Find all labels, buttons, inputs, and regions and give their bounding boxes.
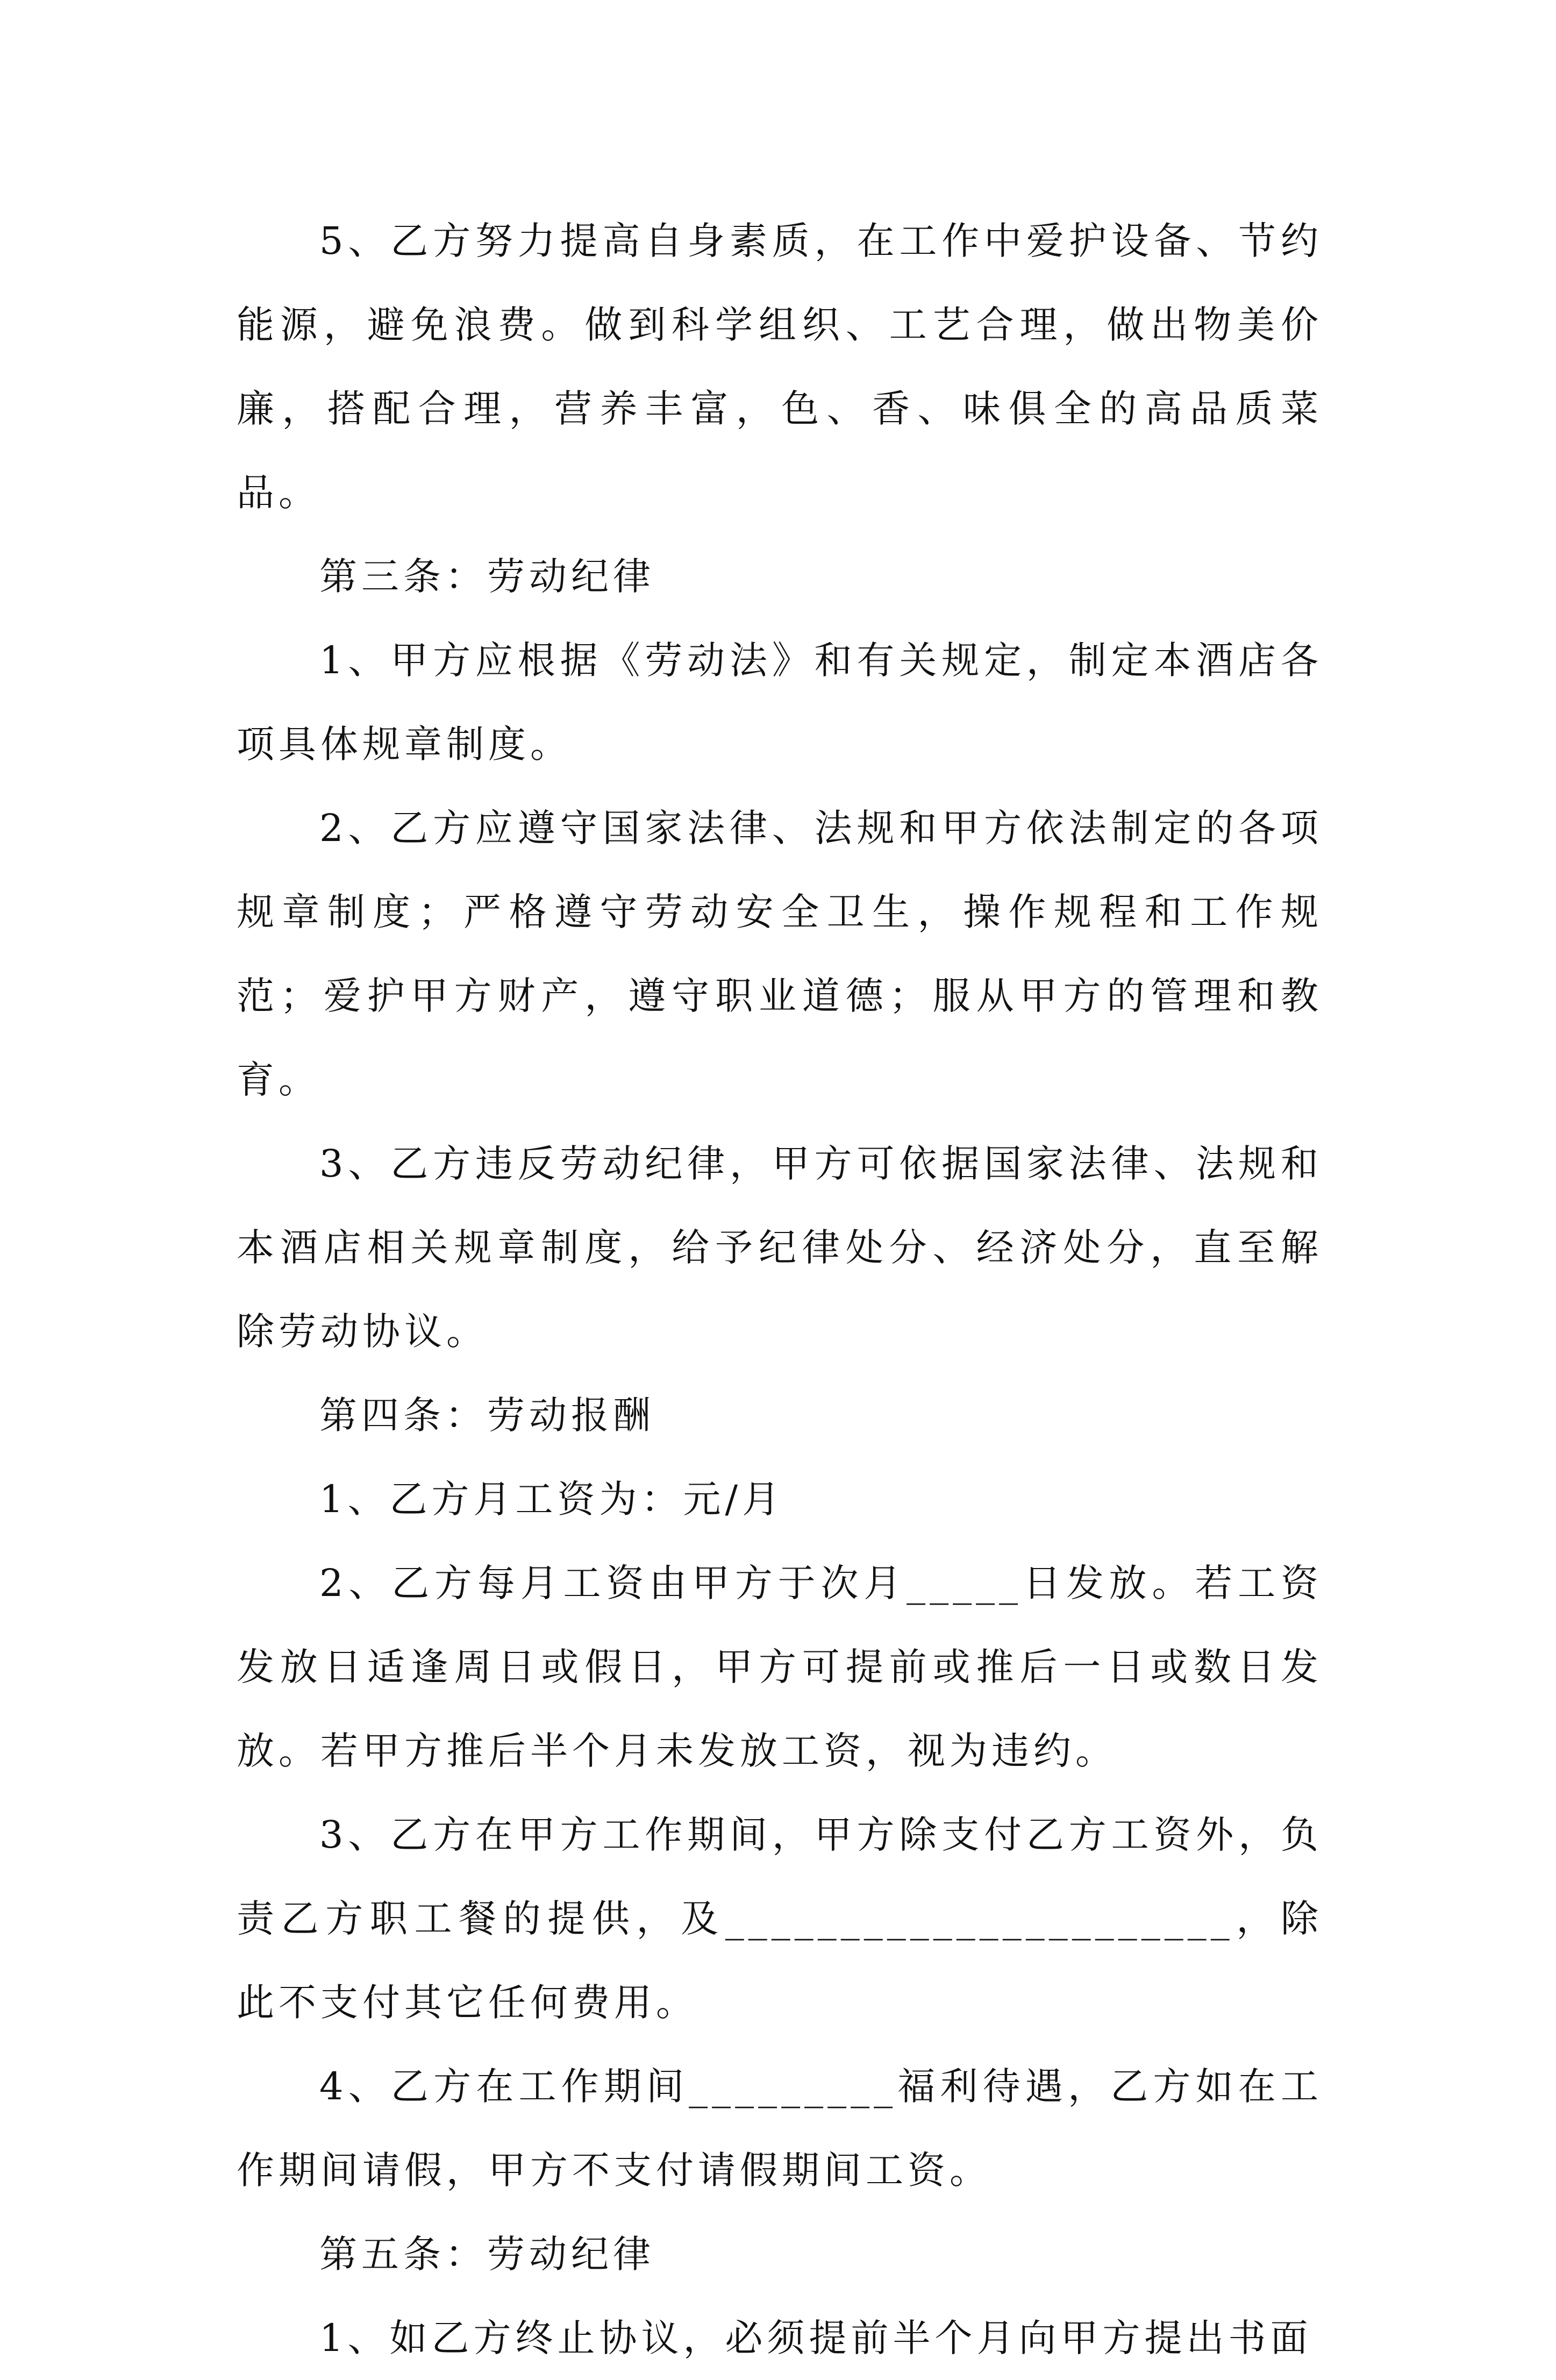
clause-3-item-1: 1、甲方应根据《劳动法》和有关规定，制定本酒店各项具体规章制度。	[237, 638, 1323, 766]
clause-3-item-3: 3、乙方违反劳动纪律，甲方可依据国家法律、法规和本酒店相关规章制度，给予纪律处分、经济处分，直至解除劳动协议。	[237, 1142, 1323, 1353]
clause-5-item-1: 1、如乙方终止协议，必须提前半个月向甲方提出书面	[319, 2316, 1312, 2360]
clause-4-item-3: 3、乙方在甲方工作期间，甲方除支付乙方工资外，负责乙方职工餐的提供，及______________________，除此不支付其它任何费用。	[237, 1813, 1323, 2025]
clause-2-item-5: 5、乙方努力提高自身素质，在工作中爱护设备、节约能源，避免浪费。做到科学组织、工艺合理，做出物美价廉，搭配合理，营养丰富，色、香、味俱全的高品质菜品。	[237, 219, 1323, 515]
clause-4-item-1: 1、乙方月工资为：元/月	[319, 1477, 784, 1521]
section-heading-article-4: 第四条：劳动报酬	[319, 1393, 655, 1437]
clause-3-item-2: 2、乙方应遵守国家法律、法规和甲方依法制定的各项规章制度；严格遵守劳动安全卫生，操作规程和工作规范；爱护甲方财产，遵守职业道德；服从甲方的管理和教育。	[237, 806, 1323, 1102]
section-heading-article-5: 第五条：劳动纪律	[319, 2232, 655, 2276]
document-body	[237, 199, 1323, 2380]
clause-4-item-4: 4、乙方在工作期间_________福利待遇，乙方如在工作期间请假，甲方不支付请假期间工资。	[237, 2064, 1323, 2192]
section-heading-article-3: 第三条：劳动纪律	[319, 554, 655, 598]
clause-4-item-2: 2、乙方每月工资由甲方于次月_____日发放。若工资发放日适逢周日或假日，甲方可提前或推后一日或数日发放。若甲方推后半个月未发放工资，视为违约。	[237, 1561, 1323, 1773]
